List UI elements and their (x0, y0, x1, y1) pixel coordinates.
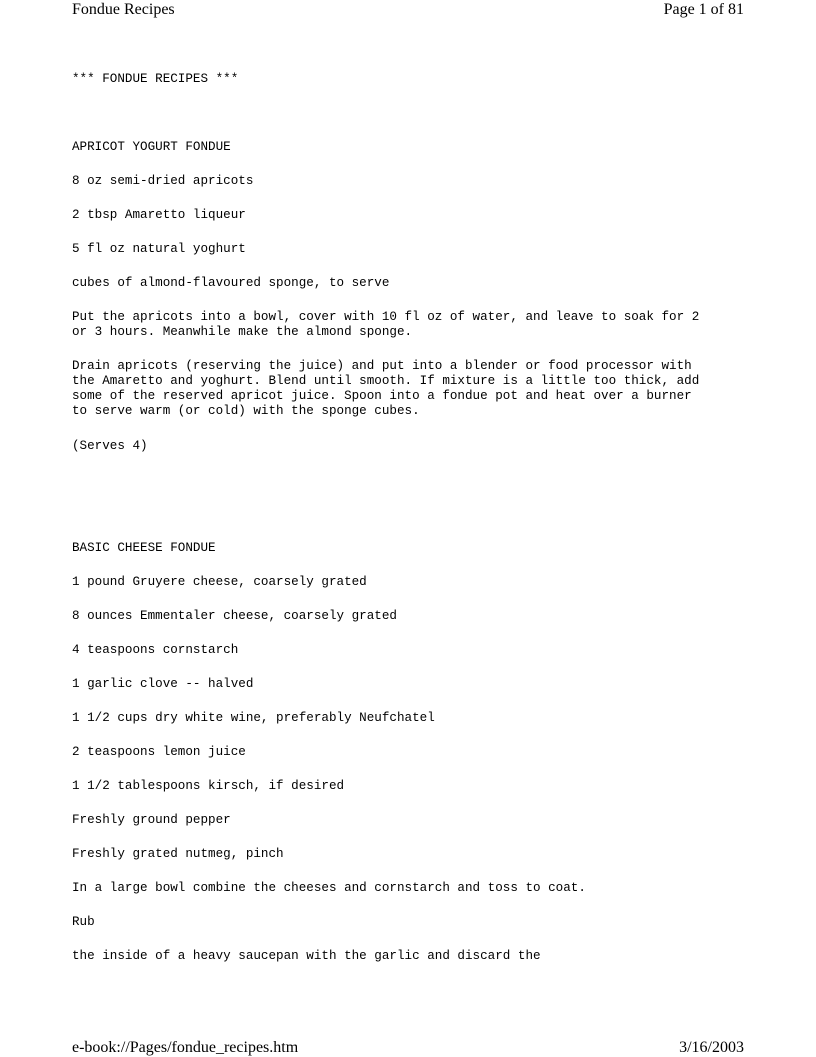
header-page-number: Page 1 of 81 (663, 1, 744, 18)
ingredient-line: 8 oz semi-dried apricots (72, 174, 254, 188)
footer-date: 3/16/2003 (679, 1039, 744, 1056)
recipe-title: BASIC CHEESE FONDUE (72, 541, 216, 555)
ingredient-line: Freshly grated nutmeg, pinch (72, 847, 284, 861)
instruction-paragraph: In a large bowl combine the cheeses and cornstarch and toss to coat. (72, 881, 586, 895)
ingredient-line: 8 ounces Emmentaler cheese, coarsely grated (72, 609, 397, 623)
recipe-title: APRICOT YOGURT FONDUE (72, 140, 231, 154)
serving-note: (Serves 4) (72, 439, 148, 453)
instruction-paragraph: the inside of a heavy saucepan with the garlic and discard the (72, 949, 541, 963)
ingredient-line: 4 teaspoons cornstarch (72, 643, 239, 657)
header-title: Fondue Recipes (72, 1, 175, 18)
ingredient-line: 1 garlic clove -- halved (72, 677, 254, 691)
page-footer (72, 1039, 744, 1057)
instruction-paragraph: Rub (72, 915, 95, 929)
ingredient-line: cubes of almond-flavoured sponge, to serve (72, 276, 390, 290)
ingredient-line: 1 pound Gruyere cheese, coarsely grated (72, 575, 367, 589)
ingredient-line: 5 fl oz natural yoghurt (72, 242, 246, 256)
instruction-paragraph: Put the apricots into a bowl, cover with 10 fl oz of water, and leave to soak for 2 or 3 hours. Meanwhile make the almond sponge. (72, 310, 700, 339)
footer-url: e-book://Pages/fondue_recipes.htm (72, 1039, 299, 1056)
instruction-paragraph: Drain apricots (reserving the juice) and put into a blender or food processor with the Amaretto and yoghurt. Blend until smooth. If mixture is a little too thick, add some of the reserved apricot juice. Spoon into a fondue pot and heat over a burner to serve warm (or cold) with the sponge cubes. (72, 359, 700, 418)
page-header (72, 1, 744, 19)
ingredient-line: 1 1/2 tablespoons kirsch, if desired (72, 779, 345, 793)
ingredient-line: 2 teaspoons lemon juice (72, 745, 246, 759)
document-title: *** FONDUE RECIPES *** (72, 72, 239, 86)
ingredient-line: Freshly ground pepper (72, 813, 231, 827)
ingredient-line: 1 1/2 cups dry white wine, preferably Neufchatel (72, 711, 435, 725)
ingredient-line: 2 tbsp Amaretto liqueur (72, 208, 246, 222)
